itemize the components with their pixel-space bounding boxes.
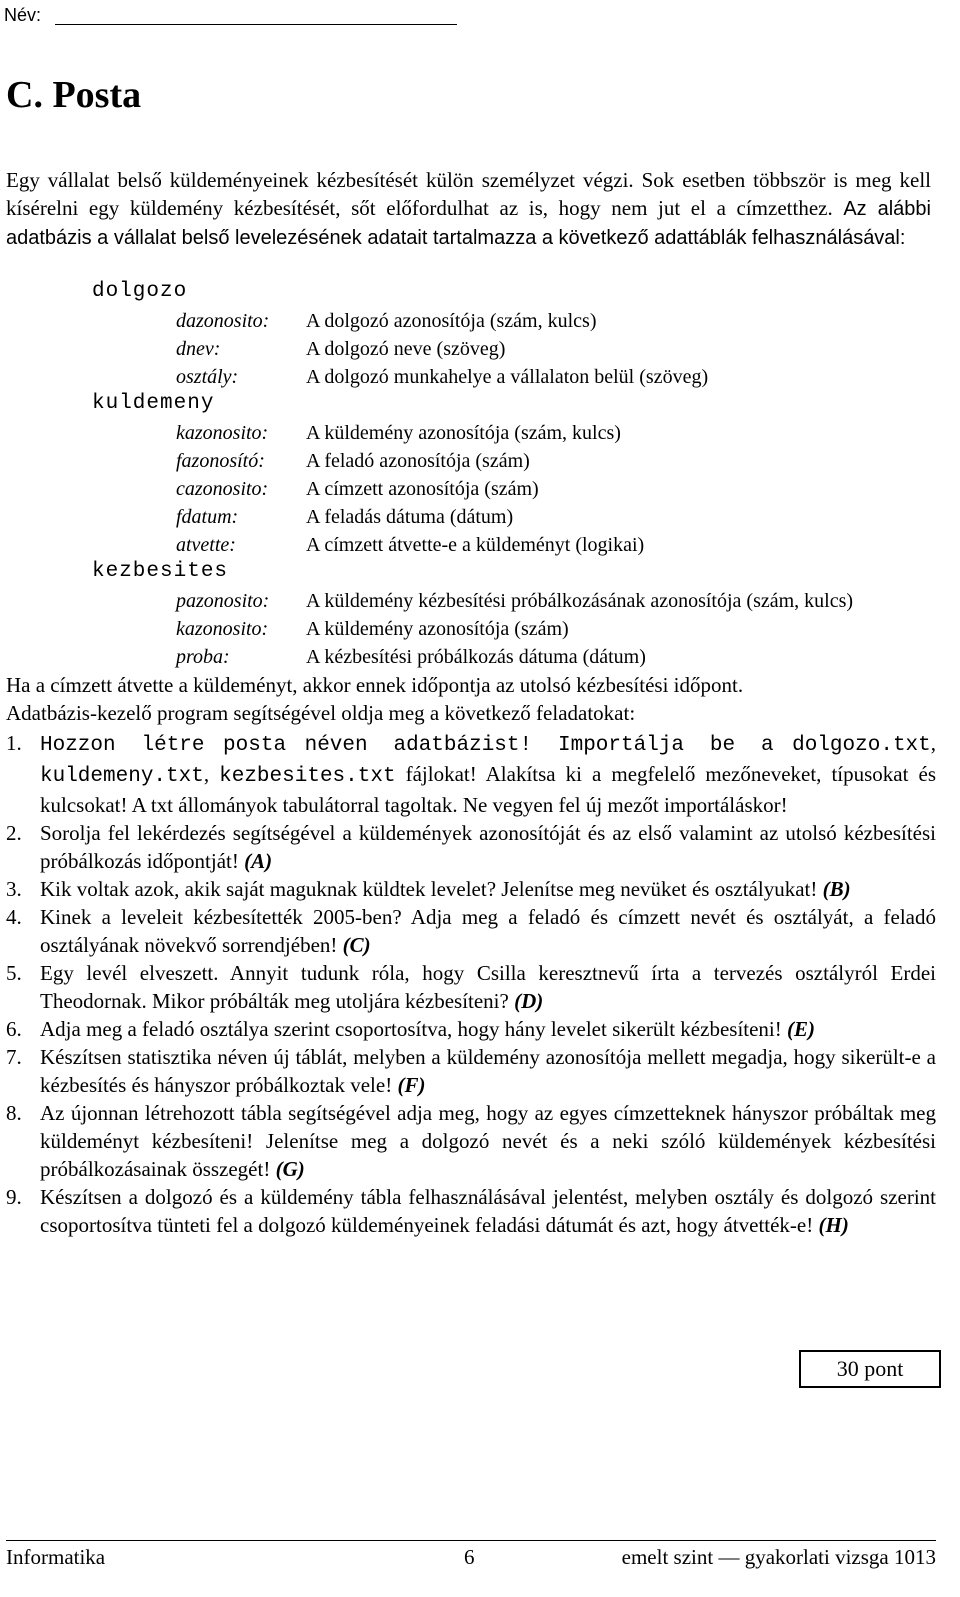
- task-item: 1. Hozzon létre posta néven adatbázist! Importálja be a dolgozo.txt, kuldemeny.txt, kezbesites.txt fájlokat! Alakítsa ki a megfelelő mezőneveket, típusokat és kulcsokat! A txt állományok tabulátorral tagoltak. Ne vegyen fel új mezőt importáláskor!: [6, 731, 936, 817]
- task-item: [6, 1183, 936, 1239]
- page-footer: [6, 1540, 936, 1573]
- task-number: 2.: [6, 821, 22, 845]
- page-title: C. Posta: [6, 74, 142, 116]
- task-text: Készítsen a dolgozó és a küldemény tábla felhasználásával jelentést, melyben osztály és dolgozó szerint csoportosítva tünteti fel a dolgozó küldeményeinek feladási dátumát és azt, hogy átvették-e!: [40, 1185, 936, 1237]
- field-description: A címzett átvette-e a küldeményt (logikai): [306, 534, 645, 556]
- field-name: atvette:: [176, 534, 236, 556]
- field-description: A küldemény azonosítója (szám): [306, 618, 569, 640]
- task-item: [6, 903, 936, 959]
- field-description: A dolgozó neve (szöveg): [306, 338, 506, 360]
- table-name-kezbesites: kezbesites: [92, 560, 229, 583]
- task-text: Sorolja fel lekérdezés segítségével a küldemények azonosítóját és az első valamint az utolsó kézbesítési próbálkozás időpontját!: [40, 821, 936, 873]
- task-number: 4.: [6, 905, 22, 929]
- task-number: 8.: [6, 1101, 22, 1125]
- task-text: Készítsen statisztika néven új táblát, melyben a küldemény azonosítója mellett megadja, hogy sikerült-e a kézbesítés és hányszor próbálkoztak vele!: [40, 1045, 936, 1097]
- database-name: posta: [223, 734, 287, 757]
- task-text: Kinek a leveleit kézbesítették 2005-ben? Adja meg a feladó és címzett nevét és osztályát, a feladó osztályának növekvő sorrendjében!: [40, 905, 936, 957]
- task-item: [6, 959, 936, 1015]
- intro-sentence-2: Az alábbi adatbázis a vállalat belső levelezésének adatait tartalmazza a következő adattáblák felhasználásával:: [6, 198, 931, 249]
- footer-subject: Informatika: [6, 1545, 106, 1569]
- task-number: 6.: [6, 1017, 22, 1041]
- field-description: A kézbesítési próbálkozás dátuma (dátum): [306, 646, 646, 668]
- field-name: kazonosito:: [176, 422, 269, 444]
- field-description: A küldemény azonosítója (szám, kulcs): [306, 422, 621, 444]
- task-text: fájlokat! Alakítsa ki a megfelelő mezőneveket, típusokat és kulcsokat! A txt állományok tabulátorral tagoltak. Ne vegyen fel új mezőt importáláskor!: [40, 762, 936, 817]
- task-tag: (G): [275, 1157, 305, 1181]
- field-name: osztály:: [176, 366, 239, 388]
- table-name-dolgozo: dolgozo: [92, 280, 188, 303]
- task-text: Egy levél elveszett. Annyit tudunk róla, hogy Csilla keresztnevű írta a tervezés osztályról Erdei Theodornak. Mikor próbálták meg utoljára kézbesíteni?: [40, 961, 936, 1013]
- task-tag: (C): [342, 933, 371, 957]
- task-number: 1.: [6, 731, 22, 755]
- task-tag: (B): [822, 877, 851, 901]
- task-item: [6, 819, 936, 875]
- field-description: A dolgozó munkahelye a vállalaton belül (szöveg): [306, 366, 709, 388]
- file-name: dolgozo.txt: [792, 734, 931, 757]
- task-tag: (A): [244, 849, 273, 873]
- task-number: 3.: [6, 877, 22, 901]
- field-description: A dolgozó azonosítója (szám, kulcs): [306, 310, 597, 332]
- points-box: 30 pont: [799, 1350, 941, 1388]
- task-text: néven adatbázist! Importálja be a: [304, 734, 774, 757]
- task-tag: (H): [818, 1213, 849, 1237]
- name-label: Név:: [4, 5, 42, 25]
- field-name: proba:: [176, 646, 230, 668]
- field-description: A feladás dátuma (dátum): [306, 506, 514, 528]
- field-description: A feladó azonosítója (szám): [306, 450, 530, 472]
- instruction-text: Adatbázis-kezelő program segítségével oldja meg a következő feladatokat:: [6, 701, 636, 725]
- field-description: A címzett azonosítója (szám): [306, 478, 539, 500]
- task-text: Kik voltak azok, akik saját maguknak küldtek levelet? Jelenítse meg nevüket és osztályukat!: [40, 877, 818, 901]
- field-name: fdatum:: [176, 506, 239, 528]
- footer-page-number: 6: [464, 1545, 475, 1569]
- field-name: dnev:: [176, 338, 221, 360]
- table-name-kuldemeny: kuldemeny: [92, 392, 215, 415]
- field-name: kazonosito:: [176, 618, 269, 640]
- field-description: A küldemény kézbesítési próbálkozásának azonosítója (szám, kulcs): [306, 590, 854, 612]
- task-item: [6, 875, 936, 903]
- intro-paragraph: [6, 166, 931, 252]
- task-list: [6, 729, 936, 1239]
- task-tag: (F): [397, 1073, 426, 1097]
- task-text: Hozzon létre: [40, 734, 205, 757]
- task-number: 9.: [6, 1185, 22, 1209]
- file-name: kezbesites.txt: [219, 765, 396, 788]
- field-name: fazonosító:: [176, 450, 265, 472]
- footer-exam: emelt szint — gyakorlati vizsga 1013: [621, 1545, 936, 1569]
- task-text: Adja meg a feladó osztálya szerint csoportosítva, hogy hány levelet sikerült kézbesíteni!: [40, 1017, 782, 1041]
- task-tag: (E): [787, 1017, 816, 1041]
- task-item: [6, 1099, 936, 1183]
- task-number: 7.: [6, 1045, 22, 1069]
- field-name: pazonosito:: [176, 590, 270, 612]
- task-number: 5.: [6, 961, 22, 985]
- task-text: Az újonnan létrehozott tábla segítségével adja meg, hogy az egyes címzetteknek hányszor próbáltak meg küldeményt kézbesíteni! Jelenítse meg a dolgozó nevét és a neki szóló küldemények kézbesítési próbálkozásainak összegét!: [40, 1101, 936, 1181]
- task-item: [6, 1015, 936, 1043]
- file-name: kuldemeny.txt: [40, 765, 204, 788]
- name-field-line: [55, 24, 457, 25]
- task-tag: (D): [514, 989, 544, 1013]
- task-item: [6, 1043, 936, 1099]
- note-text: Ha a címzett átvette a küldeményt, akkor ennek időpontja az utolsó kézbesítési időpont.: [6, 673, 744, 697]
- field-name: dazonosito:: [176, 310, 270, 332]
- field-name: cazonosito:: [176, 478, 269, 500]
- intro-sentence-1: Egy vállalat belső küldeményeinek kézbesítését külön személyzet végzi. Sok esetben többször is meg kell kísérelni egy küldemény kézbesítését, sőt előfordulhat az is, hogy nem jut el a címzetthez.: [6, 168, 931, 220]
